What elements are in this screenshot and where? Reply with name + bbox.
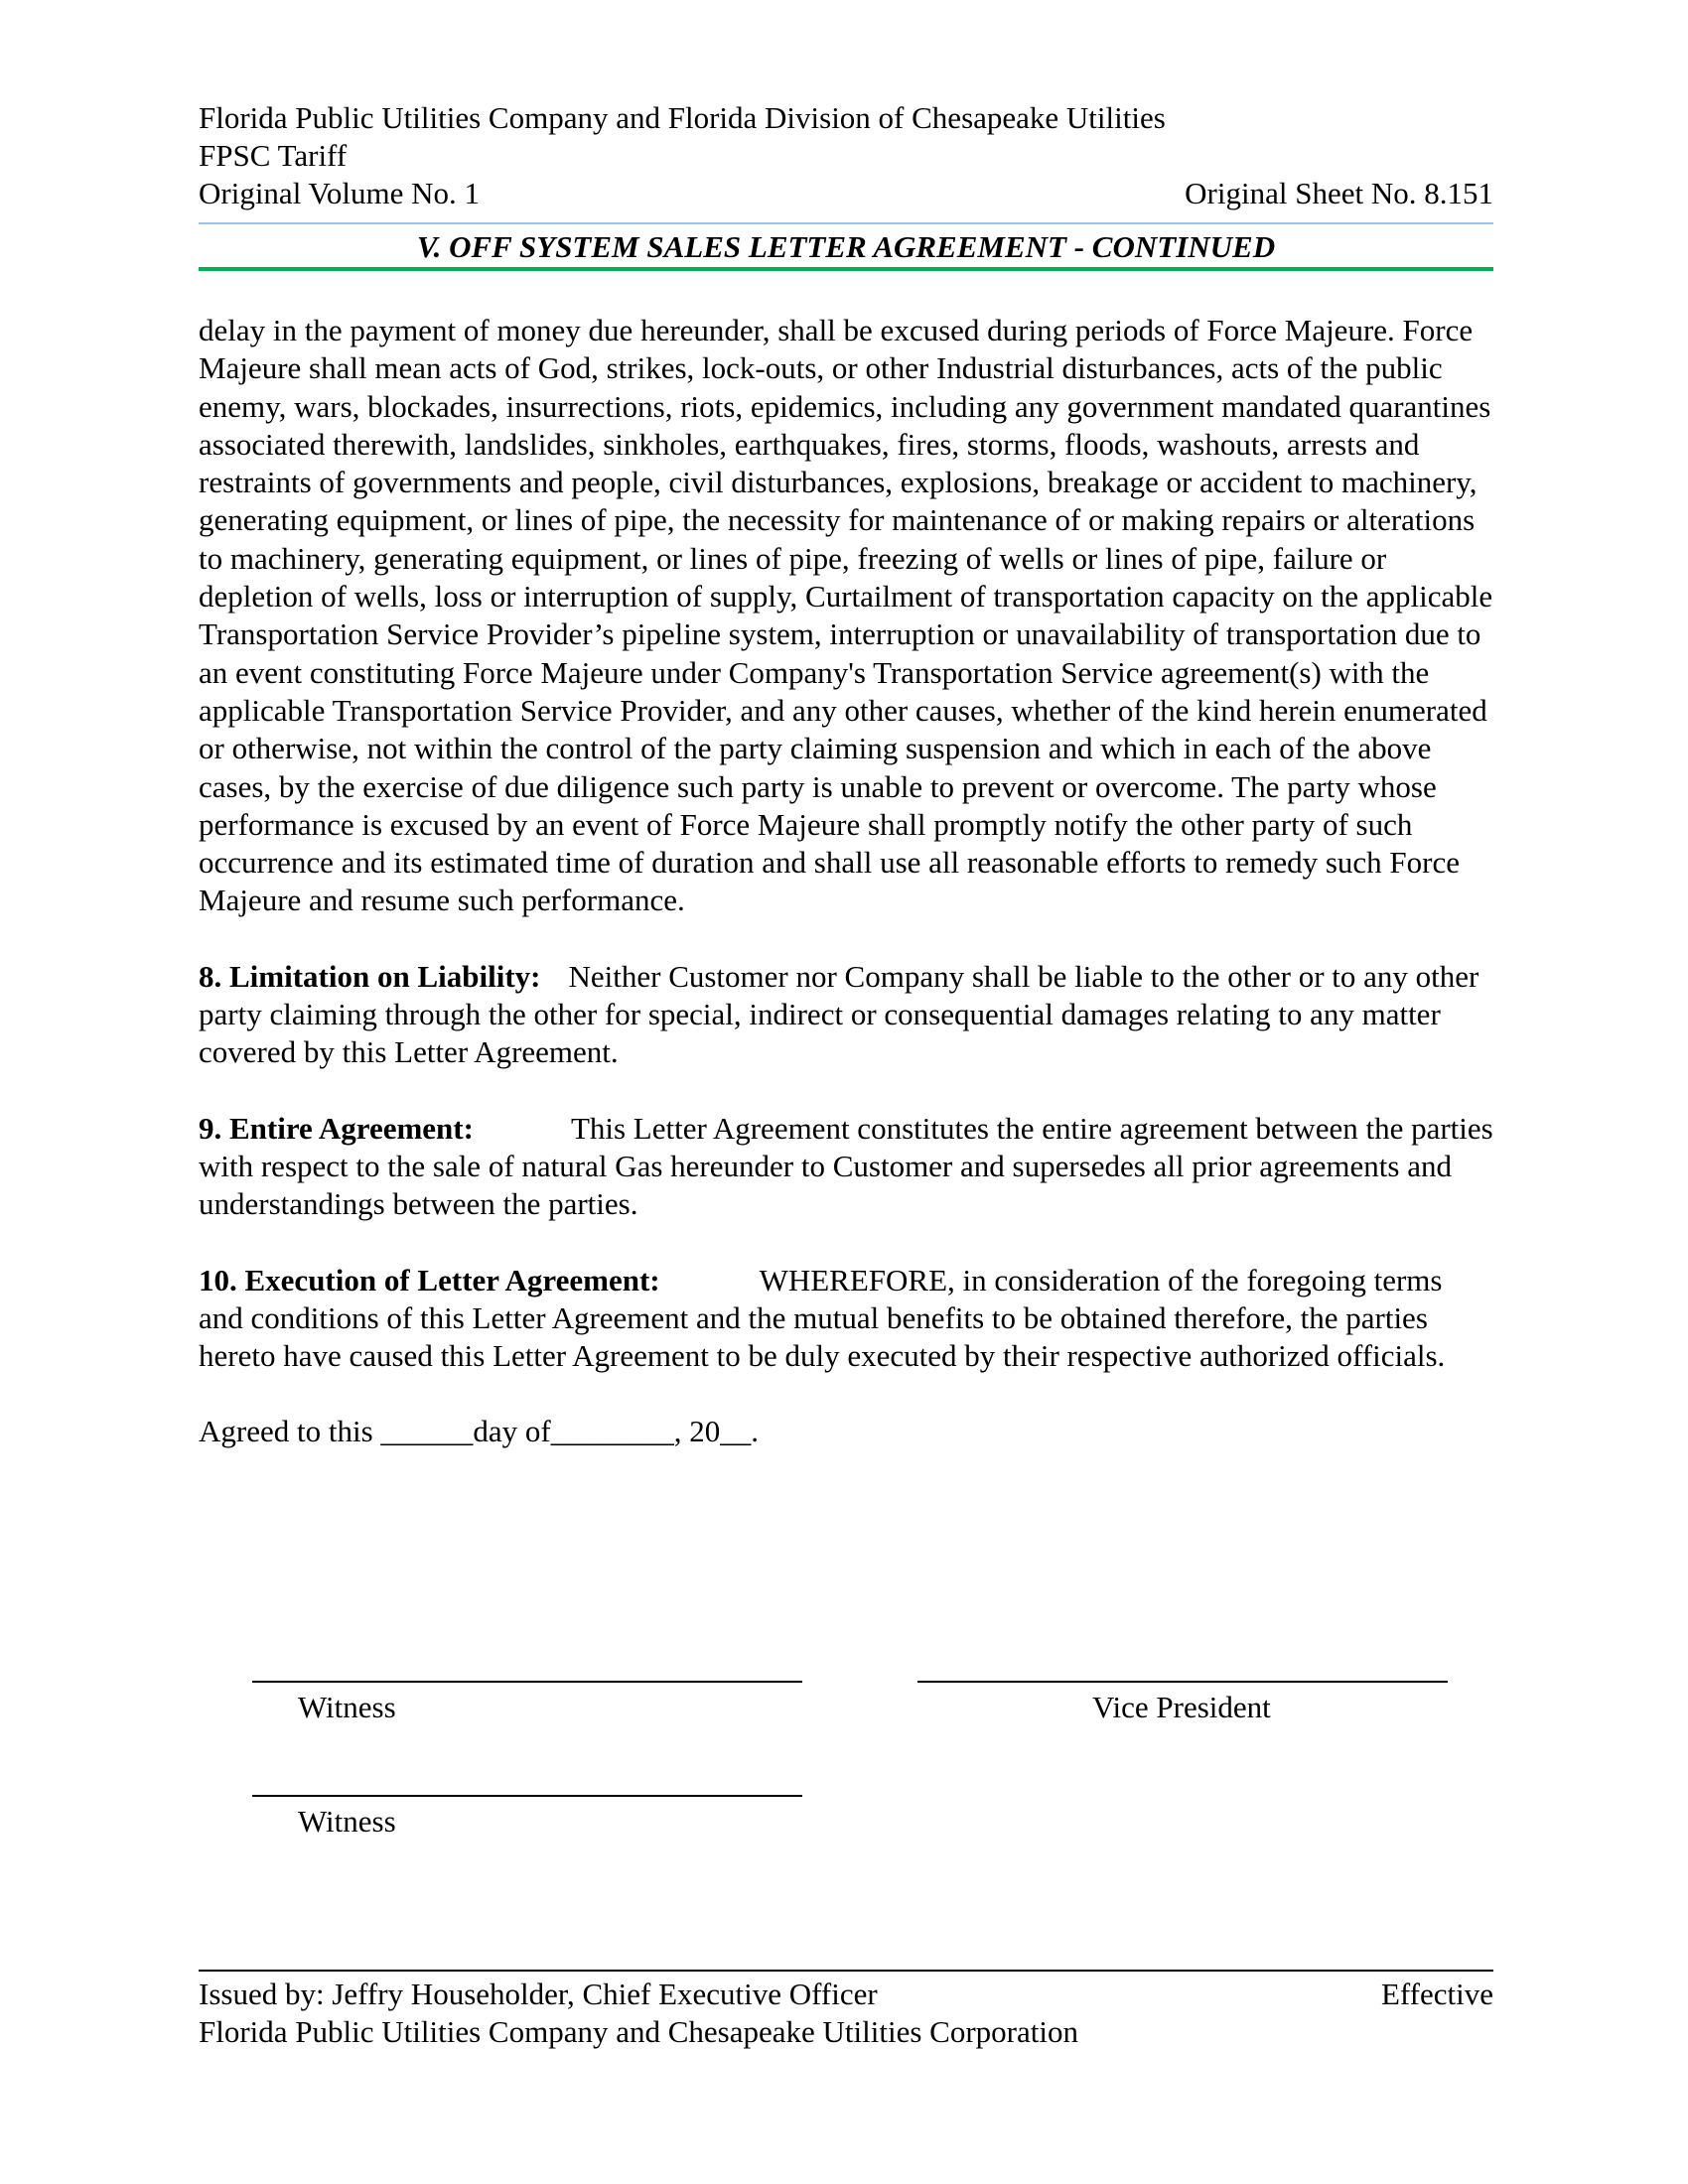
witness-2-signature-line: [252, 1795, 802, 1797]
header: [199, 99, 1493, 212]
section-text: Neither Customer nor Company shall be liable to the other or to any other party claiming through the other for special, indirect or consequential damages relating to any matter covered by this Letter Agreement.: [199, 958, 1479, 1070]
header-company-line: Florida Public Utilities Company and Florida Division of Chesapeake Utilities: [199, 100, 1166, 135]
agreed-date-line: Agreed to this ______day of________, 20__.: [199, 1414, 759, 1449]
header-divider-blue: [199, 222, 1493, 224]
header-volume-row: [199, 175, 1493, 212]
header-volume: Original Volume No. 1: [199, 176, 481, 210]
footer: [199, 1976, 1493, 2051]
section-label: 9. Entire Agreement:: [199, 1110, 474, 1146]
footer-company: Florida Public Utilities Company and Chesapeake Utilities Corporation: [199, 2014, 1078, 2049]
section-title: V. OFF SYSTEM SALES LETTER AGREEMENT - CONTINUED: [416, 229, 1276, 264]
agreement-body: [199, 312, 1493, 1451]
header-sheet-number: Original Sheet No. 8.151: [1185, 176, 1493, 210]
section-text: WHEREFORE, in consideration of the foregoing terms and conditions of this Letter Agreement and the mutual benefits to be obtained therefore, the parties hereto have caused this Letter Agreement to be duly executed by their respective authorized officials.: [199, 1262, 1446, 1374]
section-label: 8. Limitation on Liability:: [199, 958, 541, 994]
witness-1-label: Witness: [298, 1690, 396, 1724]
effective-label: Effective: [1380, 1977, 1493, 2011]
section-label: 10. Execution of Letter Agreement:: [199, 1262, 660, 1297]
header-tariff-line: FPSC Tariff: [199, 138, 348, 173]
witness-2-label: Witness: [298, 1804, 396, 1839]
section-text: This Letter Agreement constitutes the entire agreement between the parties with respect to the sale of natural Gas hereunder to Customer and supersedes all prior agreements and understandings between the parties.: [199, 1110, 1493, 1222]
section-execution: [199, 1262, 1493, 1376]
header-divider-green: [199, 267, 1493, 271]
footer-divider: [199, 1970, 1493, 1972]
footer-issued-row: [199, 1976, 1493, 2013]
vice-president-label: Vice President: [1092, 1690, 1271, 1724]
force-majeure-paragraph: delay in the payment of money due hereunder, shall be excused during periods of Force Majeure. Force Majeure shall mean acts of God, strikes, lock-outs, or other Industrial disturbances, acts of the public enemy, wars, blockades, insurrections, riots, epidemics, including any government mandated quarantines associated therewith, landslides, sinkholes, earthquakes, fires, storms, floods, washouts, arrests and restraints of governments and people, civil disturbances, explosions, breakage or accident to machinery, generating equipment, or lines of pipe, the necessity for maintenance of or making repairs or alterations to machinery, generating equipment, or lines of pipe, freezing of wells or lines of pipe, failure or depletion of wells, loss or interruption of supply, Curtailment of transportation capacity on the applicable Transportation Service Provider’s pipeline system, interruption or unavailability of transportation due to an event constituting Force Majeure under Company's Transportation Service agreement(s) with the applicable Transportation Service Provider, and any other causes, whether of the kind herein enumerated or otherwise, not within the control of the party claiming suspension and which in each of the above cases, by the exercise of due diligence such party is unable to prevent or overcome. The party whose performance is excused by an event of Force Majeure shall promptly notify the other party of such occurrence and its estimated time of duration and shall use all reasonable efforts to remedy such Force Majeure and resume such performance.: [199, 313, 1493, 918]
issued-by: Issued by: Jeffry Householder, Chief Executive Officer: [199, 1977, 878, 2011]
section-limitation-on-liability: [199, 958, 1493, 1072]
section-entire-agreement: [199, 1110, 1493, 1224]
witness-1-signature-line: [252, 1681, 802, 1683]
vice-president-signature-line: [917, 1681, 1448, 1683]
